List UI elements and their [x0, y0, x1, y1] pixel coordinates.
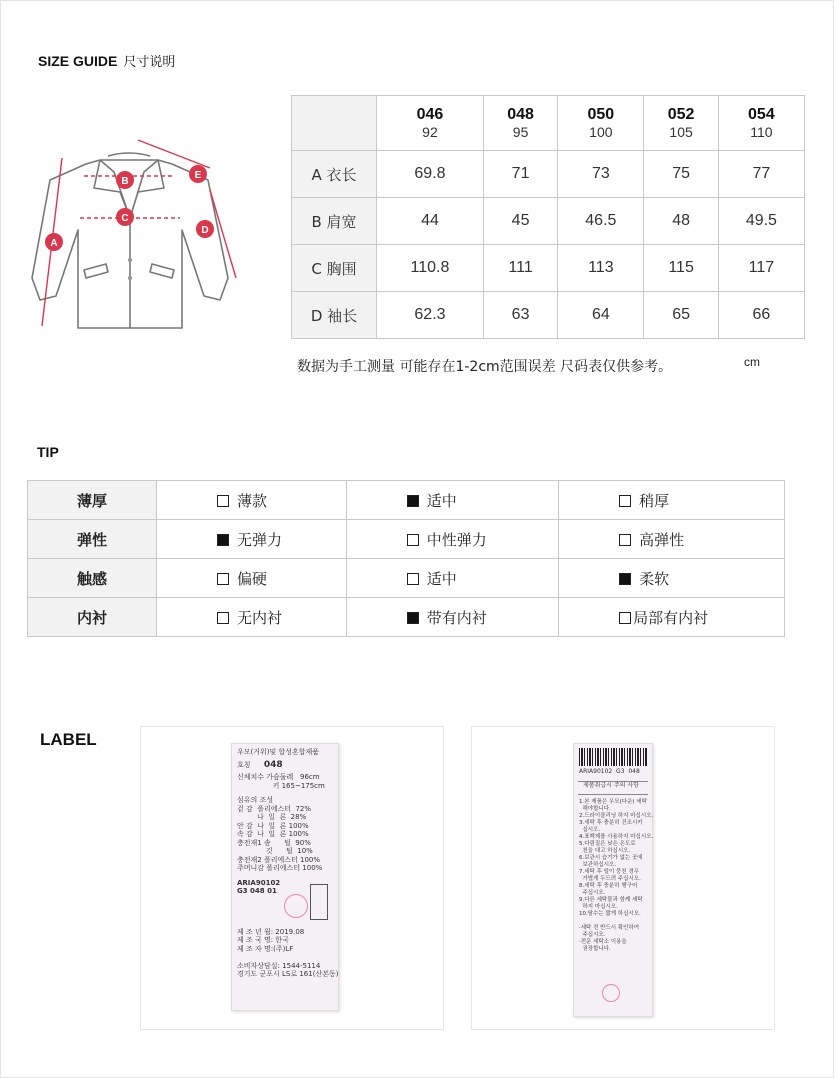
size-row-sleeve — [292, 292, 805, 339]
table-cell: 46.5 — [558, 198, 644, 245]
tag-box — [310, 884, 328, 920]
tip-row-elasticity — [28, 520, 785, 559]
tip-option: 适中 — [346, 481, 558, 520]
checkbox-unchecked-icon — [217, 612, 229, 624]
tag-style-code: ARIA90102 G3 048 01 — [237, 878, 281, 895]
tip-option: 无弹力 — [157, 520, 347, 559]
table-cell: 62.3 — [377, 292, 484, 339]
checkbox-checked-icon — [407, 495, 419, 507]
size-header-row — [292, 96, 805, 151]
tip-option: 适中 — [346, 559, 558, 598]
size-col-046: 046 92 — [377, 96, 484, 151]
checkbox-unchecked-icon — [619, 495, 631, 507]
tip-row-touch — [28, 559, 785, 598]
stamp-icon — [284, 894, 308, 918]
tip-option: 中性弹力 — [346, 520, 558, 559]
tag-footer: 제 조 년 월: 2019.08 제 조 국 명: 한국 제 조 자 명:(주)LF 소비자상담실: 1544-5114 경기도 군포시 LS로 161(산본동) — [237, 927, 339, 978]
table-cell: 69.8 — [377, 151, 484, 198]
size-col-054: 054 110 — [718, 96, 804, 151]
tip-option: 稍厚 — [559, 481, 785, 520]
tag-heading: 우모(거위)및 합성혼합제품 — [237, 748, 320, 756]
svg-text:C: C — [121, 213, 129, 224]
table-cell: 71 — [483, 151, 557, 198]
size-col-048: 048 95 — [483, 96, 557, 151]
checkbox-unchecked-icon — [407, 573, 419, 585]
size-col-052: 052 105 — [644, 96, 718, 151]
table-cell: 115 — [644, 245, 718, 292]
checkbox-checked-icon — [407, 612, 419, 624]
table-cell: 111 — [483, 245, 557, 292]
svg-text:D: D — [201, 225, 209, 236]
tip-option: 高弹性 — [559, 520, 785, 559]
tip-option: 无内衬 — [157, 598, 347, 637]
tip-option: 偏硬 — [157, 559, 347, 598]
checkbox-unchecked-icon — [619, 534, 631, 546]
checkbox-checked-icon — [217, 534, 229, 546]
tag-care-heading: 제품취급시 주의 사항 — [578, 781, 648, 796]
tip-option: 带有内衬 — [346, 598, 558, 637]
size-guide-heading: SIZE GUIDE — [38, 53, 118, 69]
table-cell: 66 — [718, 292, 804, 339]
svg-text:B: B — [121, 176, 129, 187]
coat-pocket-right — [150, 264, 174, 278]
size-row-length — [292, 151, 805, 198]
table-cell: 49.5 — [718, 198, 804, 245]
tag-code: ARIA90102 G3 048 — [579, 768, 640, 775]
table-corner — [292, 96, 377, 151]
table-cell: 110.8 — [377, 245, 484, 292]
stamp-icon — [602, 984, 620, 1002]
label-photo-2 — [471, 726, 775, 1030]
barcode-icon — [579, 748, 647, 766]
tip-row-label: 弹性 — [28, 520, 157, 559]
tag-body-size: 신체치수 가슴둘레 96cm 키 165~175cm — [237, 773, 325, 790]
tag-composition: 섬유의 조성 겉 감 폴리에스터 72% 나 일 론 28% 안 감 나 일 론 100% 속 감 나 일 론 100% 충전재1 솜 털 90% 깃 털 10% 충전재2 폴리에스터 100% 주머니감 폴리에스터 100% — [237, 796, 323, 872]
size-table — [291, 95, 805, 339]
table-cell: 64 — [558, 292, 644, 339]
tip-row-label: 薄厚 — [28, 481, 157, 520]
checkbox-unchecked-icon — [217, 495, 229, 507]
line-e — [138, 140, 210, 168]
checkbox-unchecked-icon — [217, 573, 229, 585]
table-cell: 117 — [718, 245, 804, 292]
table-cell: 65 — [644, 292, 718, 339]
tip-option: 薄款 — [157, 481, 347, 520]
tip-row-label: 触感 — [28, 559, 157, 598]
size-row-chest — [292, 245, 805, 292]
table-cell: 63 — [483, 292, 557, 339]
table-cell: 44 — [377, 198, 484, 245]
tip-title: TIP — [37, 444, 59, 460]
label-photo-1 — [140, 726, 444, 1030]
tip-option: 局部有内衬 — [559, 598, 785, 637]
checkbox-unchecked-icon — [407, 534, 419, 546]
coat-pocket-left — [84, 264, 108, 278]
measurement-note: 数据为手工测量 可能存在1-2cm范围误差 尺码表仅供参考。 — [297, 359, 673, 375]
size-guide-title — [38, 51, 175, 70]
care-tag-front — [231, 743, 339, 1011]
tip-row-thickness — [28, 481, 785, 520]
table-cell: 73 — [558, 151, 644, 198]
size-guide-subtitle: 尺寸说明 — [123, 55, 176, 70]
svg-text:A: A — [50, 238, 58, 249]
size-col-050: 050 100 — [558, 96, 644, 151]
row-label: D 袖长 — [292, 292, 377, 339]
line-d — [210, 190, 236, 278]
care-tag-back — [573, 743, 653, 1017]
label-title: LABEL — [40, 730, 97, 749]
tip-row-label: 内衬 — [28, 598, 157, 637]
row-label: A 衣长 — [292, 151, 377, 198]
tip-table — [27, 480, 785, 637]
table-cell: 113 — [558, 245, 644, 292]
table-cell: 77 — [718, 151, 804, 198]
table-cell: 45 — [483, 198, 557, 245]
table-cell: 75 — [644, 151, 718, 198]
row-label: B 肩宽 — [292, 198, 377, 245]
tag-care-body: 1.본 제품은 우모(다운) 세탁 해야합니다. 2.드라이클리닝 하지 마십시오. 3.세탁 후 충분히 건조시키 십시오. 4.표백제를 사용하지 마십시오. 5.다림질은 낮은 온도로 천을 대고 하십시오. 6.보관시 습기가 없는 곳에 보관하십시오. 7.세탁 후 털이 뭉친 경우 가볍게 두드려 주십시오. 8.세탁 후 충분히 헹구어 주십시오. 9.다른 세탁물과 함께 세탁 하지 마십시오. 10.탈수는 짧게 하십시오. ·세탁 전 반드시 확인하여 주십시오. ·전문 세탁소 이용을 권장합니다. — [579, 799, 654, 952]
svg-text:E: E — [194, 170, 202, 181]
tag-size-label: 호칭 — [237, 760, 251, 769]
size-row-shoulder — [292, 198, 805, 245]
checkbox-checked-icon — [619, 573, 631, 585]
tip-row-lining — [28, 598, 785, 637]
unit-label: cm — [744, 355, 760, 369]
tip-option: 柔软 — [559, 559, 785, 598]
row-label: C 胸围 — [292, 245, 377, 292]
coat-diagram — [22, 130, 252, 340]
table-cell: 48 — [644, 198, 718, 245]
checkbox-unchecked-icon — [619, 612, 631, 624]
tag-size-value: 048 — [263, 759, 283, 770]
